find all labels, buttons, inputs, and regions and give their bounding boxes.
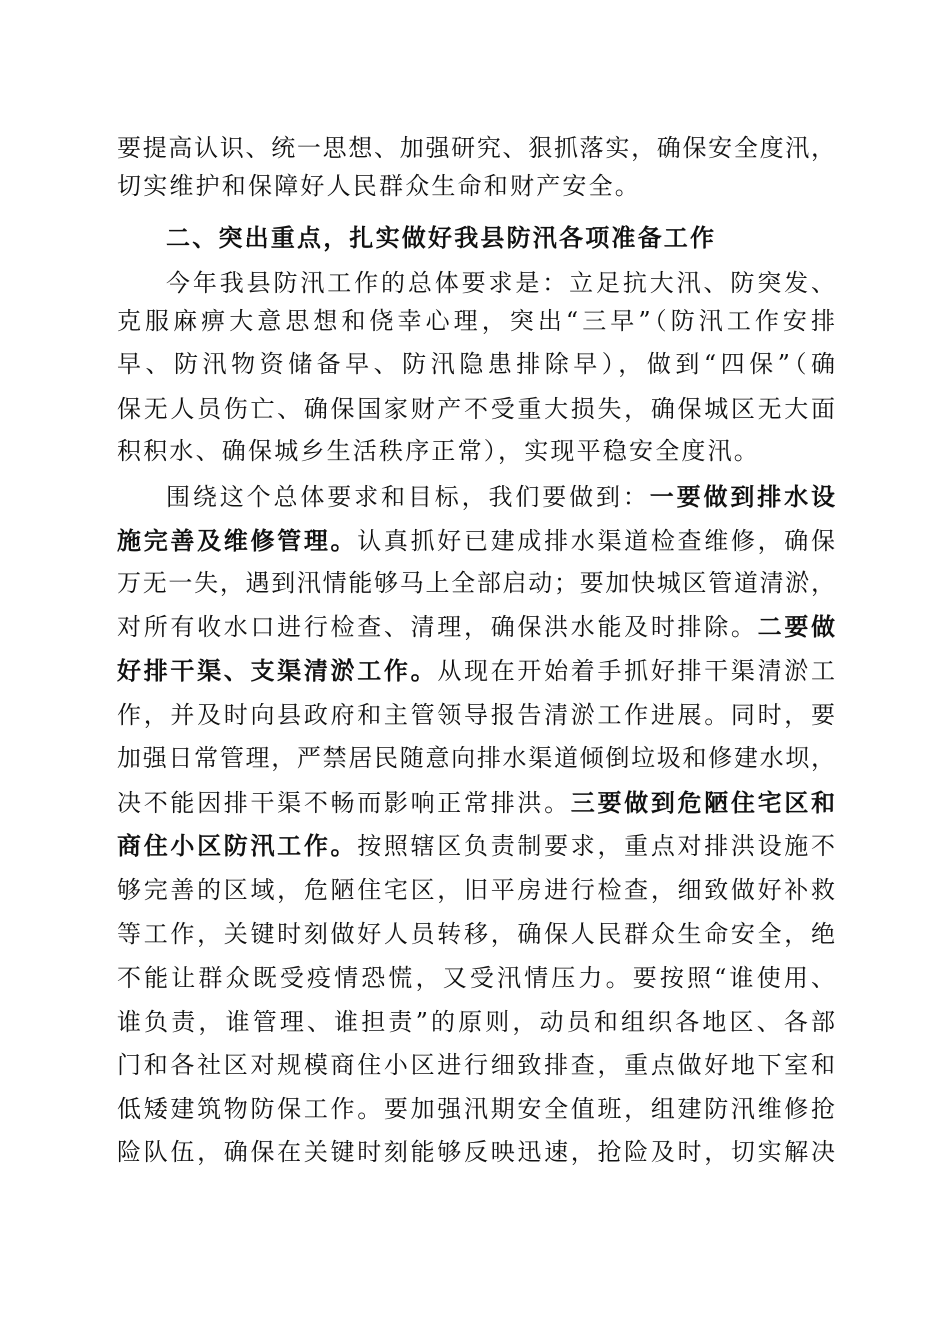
text-line — [117, 525, 835, 557]
text-segment: 早、防汛物资储备早、防汛隐患排除早），做到“四保”（确 — [117, 350, 835, 378]
text-line — [117, 567, 835, 599]
text-line — [117, 305, 835, 337]
text-segment: 围绕这个总体要求和目标，我们要做到： — [166, 483, 650, 511]
text-line — [117, 787, 835, 819]
text-line — [117, 435, 835, 467]
text-line — [117, 655, 835, 687]
text-segment: 保无人员伤亡、确保国家财产不受重大损失，确保城区无大面 — [117, 395, 835, 423]
text-segment: 积积水、确保城乡生活秩序正常），实现平稳安全度汛。 — [117, 437, 760, 465]
text-line — [166, 267, 835, 299]
text-line — [117, 1006, 835, 1038]
text-segment: 够完善的区域，危陋住宅区，旧平房进行检查，细致做好补救 — [117, 876, 835, 904]
bold-text-segment: 一要做到排水设 — [649, 482, 835, 511]
text-segment: 等工作，关键时刻做好人员转移，确保人民群众生命安全，绝 — [117, 920, 835, 948]
text-line — [117, 699, 835, 731]
text-line — [117, 393, 835, 425]
text-segment: 二、突出重点，扎实做好我县防汛各项准备工作 — [166, 223, 717, 252]
section-heading — [166, 222, 835, 254]
bold-text-segment: 三要做到危陋住宅区和 — [570, 788, 836, 817]
text-segment: 作，并及时向县政府和主管领导报告清淤工作进展。同时，要 — [117, 701, 835, 729]
text-segment: 门和各社区对规模商住小区进行细致排查，重点做好地下室和 — [117, 1051, 835, 1079]
text-line — [117, 1093, 835, 1125]
text-segment: 认真抓好已建成排水渠道检查维修，确保 — [357, 527, 836, 555]
text-segment: 万无一失，遇到汛情能够马上全部启动；要加快城区管道清淤， — [117, 569, 835, 597]
bold-text-segment: 施完善及维修管理。 — [117, 526, 358, 555]
text-segment: 切实维护和保障好人民群众生命和财产安全。 — [117, 172, 641, 200]
text-line — [117, 830, 835, 862]
text-segment: 按照辖区负责制要求，重点对排洪设施不 — [357, 832, 836, 860]
text-line — [117, 1049, 835, 1081]
text-segment: 决不能因排干渠不畅而影响正常排洪。 — [117, 789, 571, 817]
text-segment: 克服麻痹大意思想和侥幸心理，突出“三早”（防汛工作安排 — [117, 307, 835, 335]
text-line — [117, 170, 835, 202]
bold-text-segment: 商住小区防汛工作。 — [117, 831, 358, 860]
text-line — [166, 481, 835, 513]
text-segment: 加强日常管理，严禁居民随意向排水渠道倾倒垃圾和修建水坝， — [117, 744, 835, 772]
text-segment: 对所有收水口进行检查、清理，确保洪水能及时排除。 — [117, 613, 758, 641]
text-line — [117, 874, 835, 906]
text-segment: 险队伍，确保在关键时刻能够反映迅速，抢险及时，切实解决 — [117, 1138, 835, 1166]
text-line — [117, 1136, 835, 1168]
text-line — [117, 348, 835, 380]
text-segment: 低矮建筑物防保工作。要加强汛期安全值班，组建防汛维修抢 — [117, 1095, 835, 1123]
text-segment: 要提高认识、统一思想、加强研究、狠抓落实，确保安全度汛， — [117, 134, 835, 162]
text-line — [117, 918, 835, 950]
bold-text-segment: 好排干渠、支渠清淤工作。 — [117, 656, 438, 685]
text-line — [117, 132, 835, 164]
text-line — [117, 742, 835, 774]
text-segment: 不能让群众既受疫情恐慌，又受汛情压力。要按照“谁使用、 — [117, 964, 835, 992]
text-segment: 谁负责，谁管理、谁担责”的原则，动员和组织各地区、各部 — [117, 1008, 835, 1036]
text-line — [117, 962, 835, 994]
text-line — [117, 611, 835, 643]
text-segment: 从现在开始着手抓好排干渠清淤工 — [437, 657, 836, 685]
bold-text-segment: 二要做 — [757, 612, 836, 641]
text-segment: 今年我县防汛工作的总体要求是：立足抗大汛、防突发、 — [166, 269, 835, 297]
